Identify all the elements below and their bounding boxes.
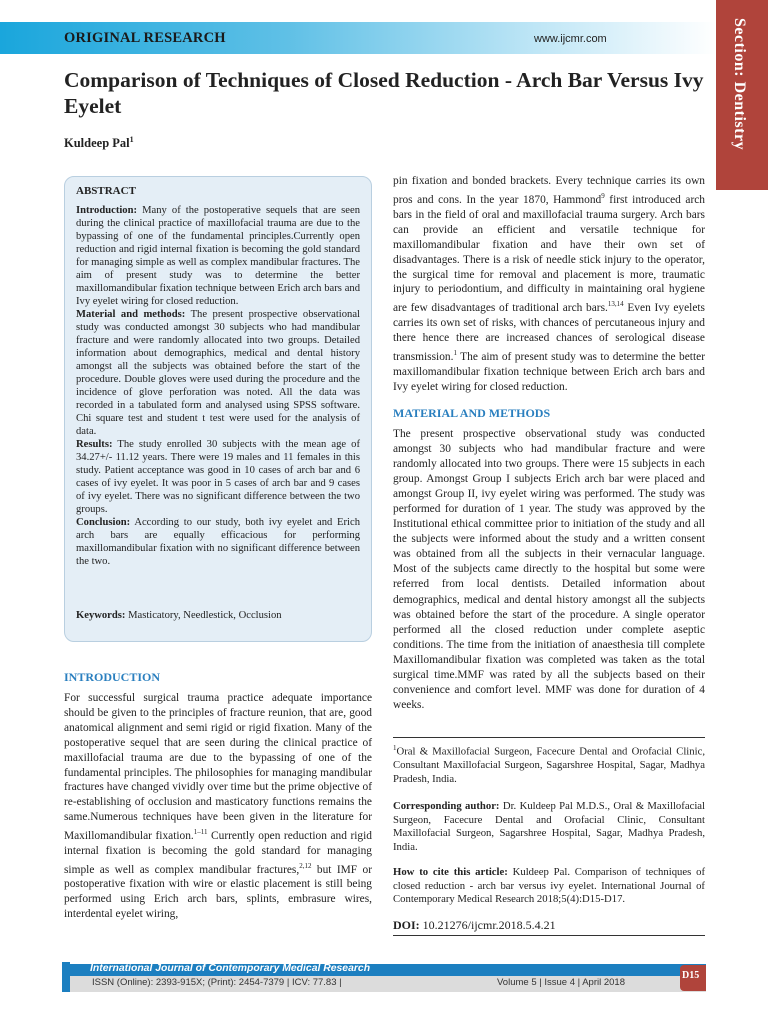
- right-text-c: Even Ivy eyelets carries its own set of risks, with chances of percutaneous injury and there hence there are increased chances of serological disease transmission.: [393, 302, 705, 363]
- abstract-methods: [76, 308, 360, 438]
- abstract-conclusion-text: According to our study, both ivy eyelet and Erich arch bars are equally efficacious for performing maxillomandibular fixation with no significant difference between the two.: [76, 517, 360, 567]
- abstract-intro-text: Many of the postoperative sequels that are seen during the clinical practice of maxillofacial trauma are due to the bypassing of one of the fundamental principles.Currently open reduction and rigid internal fixation is becoming the gold standard for managing simple as well as complex mandibular fractures. The aim of present study was to determine the better maxillomandibular fixation technique between Erich arch bars and Ivy eyelet wiring for closed reduction.: [76, 205, 360, 307]
- footer-accent: [62, 962, 70, 992]
- author-text: Kuldeep Pal: [64, 136, 130, 151]
- intro-text-a: For successful surgical trauma practice adequate importance should be given to the principles of fracture reunion, that are, good anatomical alignment and semi rigid or rigid fixation. Many of the postoperative sequel that are seen during the clinical practice of maxillofacial trauma are due to the bypassing of one of the fundamental principles. The philosophies for managing mandibular fractures have changed vividly over time but the prime objective of re-establishing of occlusion and masticatory functions remains the same.Numerous techniques have been given in the literature for Maxillomandibular fixation.: [64, 692, 372, 842]
- intro-ref-a: 1–11: [193, 828, 208, 837]
- author-affil-mark: 1: [129, 135, 134, 144]
- section-label: Section: Dentistry: [731, 18, 748, 151]
- footer-journal-band: [62, 964, 706, 976]
- right-ref-a: 9: [601, 191, 605, 200]
- intro-text-c: but IMF or postoperative fixation with wire or elastic placement is still being performed using Erich arch bars, splints, embrasure wires, interdental eyelet wiring,: [64, 863, 372, 921]
- doi-divider: [393, 935, 705, 936]
- cite-text: Kuldeep Pal. Comparison of techniques of closed reduction - arch bar versus ivy eyelet. International Journal of Contemporary Medical Research 2018;5(4):D15-D17.: [393, 866, 706, 906]
- right-text-a: pin fixation and bonded brackets. Every technique carries its own pros and cons. In the year 1870, Hammond: [393, 175, 705, 206]
- keywords-text: Masticatory, Needlestick, Occlusion: [128, 610, 282, 621]
- affil-mark: 1: [393, 744, 397, 752]
- abstract-introduction: [76, 204, 360, 308]
- abstract-results-text: The study enrolled 30 subjects with the mean age of 34.27+/- 11.12 years. There were 19 males and 11 females in this study. Patient acceptance was good in 10 cases of arch bar and 6 cases of ivy eyelet. It was poor in 5 cases of arch bar and 9 cases of ivy eyelet. There was no significant difference between the two groups.: [76, 439, 360, 515]
- citation: [393, 866, 705, 907]
- page-number: D15: [682, 970, 700, 981]
- introduction-continued: [393, 174, 705, 395]
- section-tab: [716, 0, 768, 190]
- keywords-label: Keywords:: [76, 610, 126, 621]
- corr-label: Corresponding author:: [393, 800, 500, 812]
- doi-value[interactable]: 10.21276/ijcmr.2018.5.4.21: [422, 918, 556, 932]
- corr-text: Dr. Kuldeep Pal M.D.S., Oral & Maxillofacial Surgeon, Facecure Dental and Orofacial Clinic, Consultant Maxillofacial Surgeon, Sagarshree Hospital, Sagar, Madhya Pradesh, India.: [393, 800, 706, 854]
- abstract-conclusion: [76, 516, 360, 568]
- right-text-b: first introduced arch bars in the field of oral and maxillofacial trauma surgery. Arch bars can provide an efficient and versatile technique for maxillomandibular fixation and have their own set of disadvantages. There is a risk of needle stick injury to the operator, the surgical time for removal and placement is more, traumatic injury to periodontium, and difficulty in maintaining oral hygiene are few disadvantages of traditional arch bars.: [393, 193, 706, 315]
- abstract-heading: ABSTRACT: [76, 185, 136, 197]
- doi-label: DOI:: [393, 918, 420, 932]
- footnote-divider: [393, 737, 705, 738]
- cite-label: How to cite this article:: [393, 866, 508, 878]
- abstract-keywords: [76, 609, 366, 622]
- corresponding-author: [393, 800, 705, 855]
- footer-issn: ISSN (Online): 2393-915X; (Print): 2454-7379 | ICV: 77.83 |: [92, 977, 342, 988]
- abstract-results-label: Results:: [76, 439, 113, 450]
- abstract-box: [64, 176, 372, 642]
- footer-volume: Volume 5 | Issue 4 | April 2018: [497, 977, 625, 988]
- right-ref-b: 13,14: [607, 300, 624, 309]
- introduction-heading: INTRODUCTION: [64, 670, 161, 684]
- footer-journal-name: International Journal of Contemporary Medical Research: [90, 963, 371, 974]
- abstract-methods-text: The present prospective observational study was conducted amongst 30 subjects who had mandibular fracture and were randomly allocated into two groups. Detailed information about demographics, medical and dental history amongst all the subjects was obtained before the start of the procedure. Double gloves were used during the procedure and the incidence of glove perforation was noted. All the data was recorded in a tabulated form and analysed using SPSS software. Chi square test and student t test were used for the analysis of data.: [76, 309, 360, 437]
- doi: [393, 918, 556, 933]
- intro-ref-b: 2,12: [299, 861, 312, 870]
- introduction-text: [64, 691, 372, 922]
- author-name: [64, 135, 134, 151]
- methods-text: The present prospective observational study was conducted amongst 30 subjects who had mandibular fracture and were randomly allocated into two groups. There were 15 subjects in each group. Amongst Group I subjects Erich arch bar were placed and amongst Group II, ivy eyelet wiring was performed. The study was performed for duration of 1 year. The study was approved by the Institutional ethical committee prior to initiation of the study and all the subjects were informed about the study and a written consent was obtained from all the subjects in their vernacular language. Most of the subjects came directly to the hospital but some were referred from local dentists. Detailed information about demographics, medical and dental history amongst all the subjects was obtained before the start of the procedure. A single operator performed all the closed reduction under complete aseptic conditions. The time from the initiation of anaesthesia till complete Maxillomandibular fixation was completed was taken as the total surgical time.MMF was rated by all the subjects based on their convenience and comfort level. MMF was done for duration of 4 weeks.: [393, 428, 705, 711]
- right-text-d: The aim of present study was to determine the better maxillomandibular fixation technique between Erich arch bars and Ivy eyelet wiring for closed reduction.: [393, 350, 705, 393]
- article-type-label: ORIGINAL RESEARCH: [64, 30, 226, 46]
- intro-text-b: Currently open reduction and rigid internal fixation is becoming the gold standard for managing simple as well as complex mandibular fractures,: [64, 829, 372, 876]
- affiliation-footnote: [393, 742, 705, 787]
- article-title: Comparison of Techniques of Closed Reduction - Arch Bar Versus Ivy Eyelet: [64, 68, 704, 118]
- right-ref-c: 1: [453, 349, 457, 358]
- page-number-badge: [680, 965, 706, 991]
- affiliation-text: Oral & Maxillofacial Surgeon, Facecure Dental and Orofacial Clinic, Consultant Maxillofacial Surgeon, Sagarshree Hospital, Sagar, Madhya Pradesh, India.: [393, 745, 705, 785]
- journal-url[interactable]: www.ijcmr.com: [534, 33, 607, 45]
- abstract-methods-label: Material and methods:: [76, 309, 186, 320]
- abstract-intro-label: Introduction:: [76, 205, 138, 216]
- abstract-conclusion-label: Conclusion:: [76, 517, 131, 528]
- abstract-results: [76, 438, 360, 516]
- methods-heading: MATERIAL AND METHODS: [393, 406, 551, 420]
